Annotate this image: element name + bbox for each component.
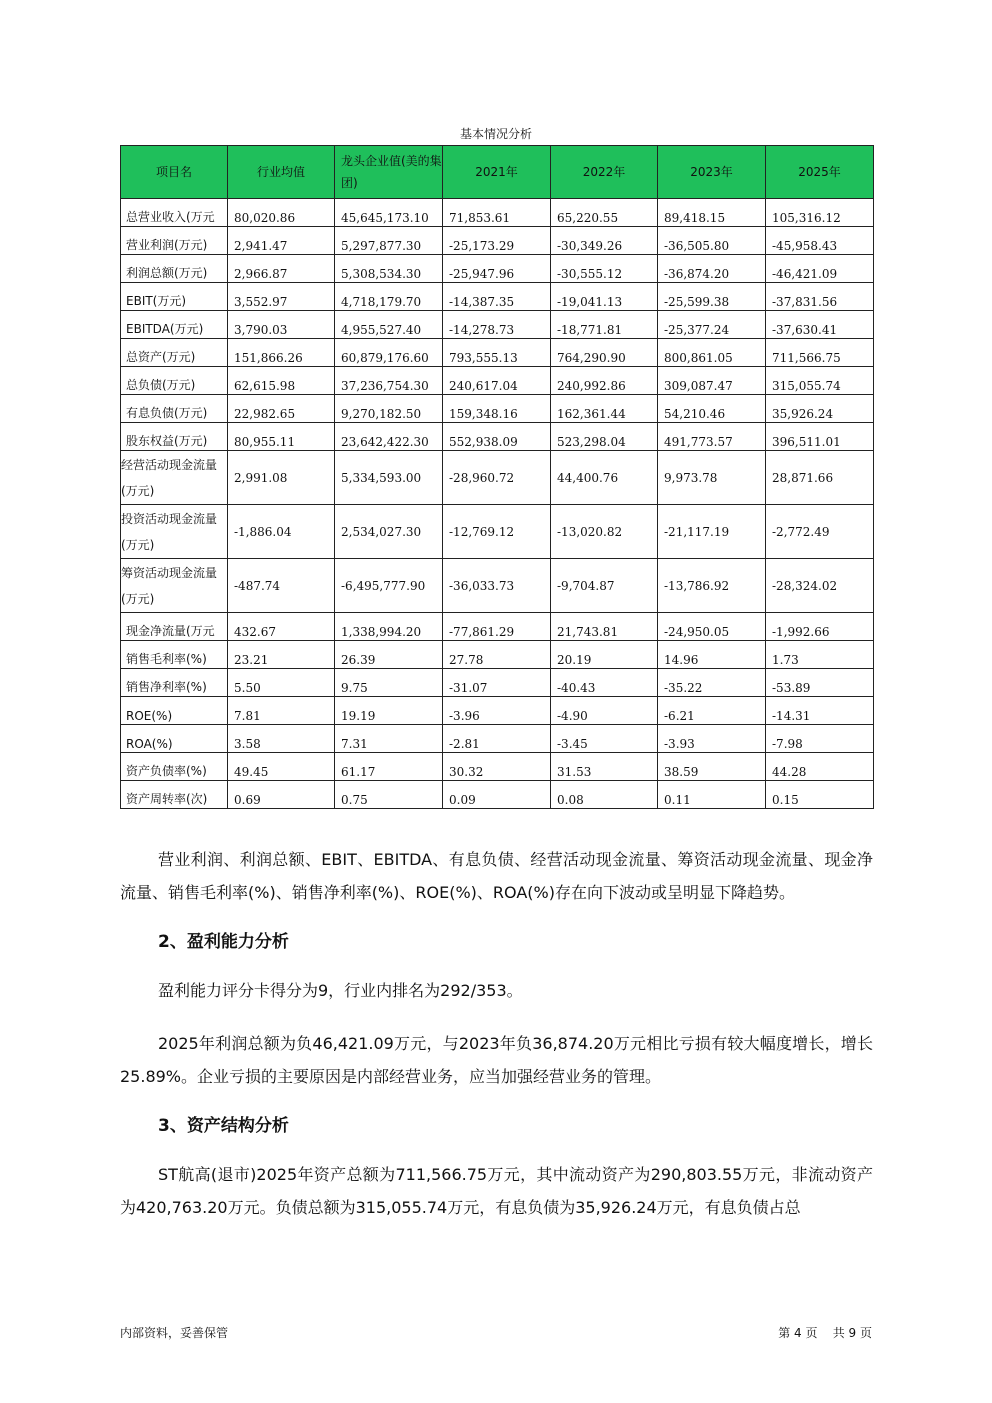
row-label-cell: 筹资活动现金流量(万元) bbox=[121, 559, 228, 613]
row-label-cell: 销售净利率(%) bbox=[121, 669, 228, 697]
table-row bbox=[121, 395, 874, 423]
value-cell: -77,861.29 bbox=[443, 613, 551, 641]
value-cell: -9,704.87 bbox=[551, 559, 658, 613]
value-cell: 44.28 bbox=[766, 753, 874, 781]
row-label-cell: 经营活动现金流量(万元) bbox=[121, 451, 228, 505]
value-cell: 30.32 bbox=[443, 753, 551, 781]
value-cell: -21,117.19 bbox=[658, 505, 766, 559]
header-cell: 2025年 bbox=[766, 146, 874, 199]
table-row bbox=[121, 505, 874, 559]
value-cell: -25,599.38 bbox=[658, 283, 766, 311]
section-heading-profitability: 2、盈利能力分析 bbox=[158, 932, 289, 952]
table-body bbox=[121, 199, 874, 809]
row-label-cell: 利润总额(万元) bbox=[121, 255, 228, 283]
value-cell: -13,786.92 bbox=[658, 559, 766, 613]
value-cell: -37,630.41 bbox=[766, 311, 874, 339]
value-cell: -36,033.73 bbox=[443, 559, 551, 613]
value-cell: 2,941.47 bbox=[228, 227, 335, 255]
value-cell: 7.31 bbox=[335, 725, 443, 753]
header-cell: 2022年 bbox=[551, 146, 658, 199]
value-cell: -30,349.26 bbox=[551, 227, 658, 255]
row-label-cell: EBITDA(万元) bbox=[121, 311, 228, 339]
value-cell: 4,955,527.40 bbox=[335, 311, 443, 339]
value-cell: -6,495,777.90 bbox=[335, 559, 443, 613]
row-label-cell: 总营业收入(万元 bbox=[121, 199, 228, 227]
value-cell: 22,982.65 bbox=[228, 395, 335, 423]
value-cell: -28,324.02 bbox=[766, 559, 874, 613]
table-row bbox=[121, 613, 874, 641]
header-cell: 2021年 bbox=[443, 146, 551, 199]
basic-analysis-table bbox=[120, 145, 874, 809]
value-cell: -3.96 bbox=[443, 697, 551, 725]
value-cell: -14,387.35 bbox=[443, 283, 551, 311]
table-row bbox=[121, 753, 874, 781]
value-cell: -14,278.73 bbox=[443, 311, 551, 339]
value-cell: 793,555.13 bbox=[443, 339, 551, 367]
table-row bbox=[121, 227, 874, 255]
row-label-cell: 资产负债率(%) bbox=[121, 753, 228, 781]
value-cell: 89,418.15 bbox=[658, 199, 766, 227]
value-cell: 0.75 bbox=[335, 781, 443, 809]
value-cell: 5.50 bbox=[228, 669, 335, 697]
value-cell: 28,871.66 bbox=[766, 451, 874, 505]
value-cell: -30,555.12 bbox=[551, 255, 658, 283]
value-cell: 19.19 bbox=[335, 697, 443, 725]
value-cell: 764,290.90 bbox=[551, 339, 658, 367]
value-cell: -13,020.82 bbox=[551, 505, 658, 559]
value-cell: -1,992.66 bbox=[766, 613, 874, 641]
row-label-cell: 营业利润(万元) bbox=[121, 227, 228, 255]
value-cell: -45,958.43 bbox=[766, 227, 874, 255]
value-cell: -12,769.12 bbox=[443, 505, 551, 559]
value-cell: 21,743.81 bbox=[551, 613, 658, 641]
value-cell: 159,348.16 bbox=[443, 395, 551, 423]
value-cell: 0.69 bbox=[228, 781, 335, 809]
value-cell: -31.07 bbox=[443, 669, 551, 697]
value-cell: 9,270,182.50 bbox=[335, 395, 443, 423]
row-label-cell: 总负债(万元) bbox=[121, 367, 228, 395]
value-cell: -14.31 bbox=[766, 697, 874, 725]
table-row bbox=[121, 339, 874, 367]
value-cell: 35,926.24 bbox=[766, 395, 874, 423]
table-row bbox=[121, 697, 874, 725]
value-cell: 7.81 bbox=[228, 697, 335, 725]
value-cell: 240,992.86 bbox=[551, 367, 658, 395]
body-section bbox=[120, 843, 873, 1224]
value-cell: 9.75 bbox=[335, 669, 443, 697]
value-cell: 0.09 bbox=[443, 781, 551, 809]
value-cell: 44,400.76 bbox=[551, 451, 658, 505]
value-cell: -7.98 bbox=[766, 725, 874, 753]
table-row bbox=[121, 283, 874, 311]
value-cell: -46,421.09 bbox=[766, 255, 874, 283]
paragraph-assets: ST航高(退市)2025年资产总额为711,566.75万元，其中流动资产为290,803.55万元，非流动资产为420,763.20万元。负债总额为315,055.74万元，有息负债为35,926.24万元，有息负债占总 bbox=[120, 1165, 873, 1217]
row-label-cell: ROE(%) bbox=[121, 697, 228, 725]
value-cell: -2.81 bbox=[443, 725, 551, 753]
value-cell: 31.53 bbox=[551, 753, 658, 781]
table-row bbox=[121, 725, 874, 753]
value-cell: -37,831.56 bbox=[766, 283, 874, 311]
value-cell: 309,087.47 bbox=[658, 367, 766, 395]
value-cell: 523,298.04 bbox=[551, 423, 658, 451]
table-caption: 基本情况分析 bbox=[459, 127, 532, 141]
row-label-cell: 有息负债(万元) bbox=[121, 395, 228, 423]
value-cell: 491,773.57 bbox=[658, 423, 766, 451]
value-cell: 1,338,994.20 bbox=[335, 613, 443, 641]
table-row bbox=[121, 255, 874, 283]
value-cell: 23,642,422.30 bbox=[335, 423, 443, 451]
value-cell: -25,173.29 bbox=[443, 227, 551, 255]
value-cell: 0.15 bbox=[766, 781, 874, 809]
value-cell: 552,938.09 bbox=[443, 423, 551, 451]
value-cell: 4,718,179.70 bbox=[335, 283, 443, 311]
row-label-cell: 股东权益(万元) bbox=[121, 423, 228, 451]
value-cell: -25,947.96 bbox=[443, 255, 551, 283]
value-cell: 151,866.26 bbox=[228, 339, 335, 367]
value-cell: -4.90 bbox=[551, 697, 658, 725]
value-cell: 61.17 bbox=[335, 753, 443, 781]
row-label-cell: 总资产(万元) bbox=[121, 339, 228, 367]
row-label-cell: 销售毛利率(%) bbox=[121, 641, 228, 669]
value-cell: 432.67 bbox=[228, 613, 335, 641]
value-cell: 5,334,593.00 bbox=[335, 451, 443, 505]
value-cell: 315,055.74 bbox=[766, 367, 874, 395]
paragraph-score: 盈利能力评分卡得分为9，行业内排名为292/353。 bbox=[158, 981, 523, 1000]
value-cell: -19,041.13 bbox=[551, 283, 658, 311]
value-cell: -487.74 bbox=[228, 559, 335, 613]
paragraph-trend: 营业利润、利润总额、EBIT、EBITDA、有息负债、经营活动现金流量、筹资活动现金流量、现金净流量、销售毛利率(%)、销售净利率(%)、ROE(%)、ROA(%)存在向下波动或呈明显下降趋势。 bbox=[120, 850, 873, 902]
header-cell: 项目名 bbox=[121, 146, 228, 199]
row-label-cell: EBIT(万元) bbox=[121, 283, 228, 311]
value-cell: -25,377.24 bbox=[658, 311, 766, 339]
value-cell: 2,534,027.30 bbox=[335, 505, 443, 559]
row-label-cell: 投资活动现金流量(万元) bbox=[121, 505, 228, 559]
section-heading-asset-structure: 3、资产结构分析 bbox=[158, 1116, 289, 1136]
value-cell: 2,991.08 bbox=[228, 451, 335, 505]
value-cell: 800,861.05 bbox=[658, 339, 766, 367]
value-cell: 27.78 bbox=[443, 641, 551, 669]
table-row bbox=[121, 311, 874, 339]
value-cell: 49.45 bbox=[228, 753, 335, 781]
footer-confidential: 内部资料，妥善保管 bbox=[120, 1326, 229, 1340]
value-cell: -40.43 bbox=[551, 669, 658, 697]
value-cell: 3,790.03 bbox=[228, 311, 335, 339]
value-cell: 20.19 bbox=[551, 641, 658, 669]
value-cell: 14.96 bbox=[658, 641, 766, 669]
row-label-cell: ROA(%) bbox=[121, 725, 228, 753]
header-cell: 2023年 bbox=[658, 146, 766, 199]
value-cell: -36,505.80 bbox=[658, 227, 766, 255]
table-row bbox=[121, 781, 874, 809]
value-cell: 5,297,877.30 bbox=[335, 227, 443, 255]
table-row bbox=[121, 669, 874, 697]
value-cell: 62,615.98 bbox=[228, 367, 335, 395]
table-row bbox=[121, 367, 874, 395]
footer-page-number: 第 4 页 共 9 页 bbox=[778, 1326, 872, 1340]
table-row bbox=[121, 559, 874, 613]
value-cell: -3.45 bbox=[551, 725, 658, 753]
value-cell: 3,552.97 bbox=[228, 283, 335, 311]
table-row bbox=[121, 641, 874, 669]
value-cell: -24,950.05 bbox=[658, 613, 766, 641]
value-cell: 80,955.11 bbox=[228, 423, 335, 451]
value-cell: 26.39 bbox=[335, 641, 443, 669]
value-cell: 3.58 bbox=[228, 725, 335, 753]
value-cell: -3.93 bbox=[658, 725, 766, 753]
table-row bbox=[121, 199, 874, 227]
value-cell: 240,617.04 bbox=[443, 367, 551, 395]
paragraph-loss: 2025年利润总额为负46,421.09万元，与2023年负36,874.20万元相比亏损有较大幅度增长，增长25.89%。企业亏损的主要原因是内部经营业务，应当加强经营业务的管理。 bbox=[120, 1034, 873, 1086]
value-cell: -1,886.04 bbox=[228, 505, 335, 559]
value-cell: 396,511.01 bbox=[766, 423, 874, 451]
header-cell: 龙头企业值(美的集团) bbox=[335, 146, 443, 199]
value-cell: -2,772.49 bbox=[766, 505, 874, 559]
value-cell: 0.08 bbox=[551, 781, 658, 809]
table-row bbox=[121, 423, 874, 451]
table-row bbox=[121, 451, 874, 505]
value-cell: 65,220.55 bbox=[551, 199, 658, 227]
value-cell: 105,316.12 bbox=[766, 199, 874, 227]
value-cell: 80,020.86 bbox=[228, 199, 335, 227]
value-cell: 37,236,754.30 bbox=[335, 367, 443, 395]
value-cell: 0.11 bbox=[658, 781, 766, 809]
value-cell: 45,645,173.10 bbox=[335, 199, 443, 227]
value-cell: 54,210.46 bbox=[658, 395, 766, 423]
value-cell: 2,966.87 bbox=[228, 255, 335, 283]
header-cell: 行业均值 bbox=[228, 146, 335, 199]
table-header-row bbox=[121, 146, 874, 199]
value-cell: 60,879,176.60 bbox=[335, 339, 443, 367]
value-cell: 71,853.61 bbox=[443, 199, 551, 227]
value-cell: -6.21 bbox=[658, 697, 766, 725]
value-cell: 711,566.75 bbox=[766, 339, 874, 367]
row-label-cell: 资产周转率(次) bbox=[121, 781, 228, 809]
value-cell: 162,361.44 bbox=[551, 395, 658, 423]
value-cell: -35.22 bbox=[658, 669, 766, 697]
value-cell: 9,973.78 bbox=[658, 451, 766, 505]
value-cell: 38.59 bbox=[658, 753, 766, 781]
value-cell: -36,874.20 bbox=[658, 255, 766, 283]
value-cell: -28,960.72 bbox=[443, 451, 551, 505]
value-cell: 1.73 bbox=[766, 641, 874, 669]
value-cell: 5,308,534.30 bbox=[335, 255, 443, 283]
value-cell: -53.89 bbox=[766, 669, 874, 697]
value-cell: -18,771.81 bbox=[551, 311, 658, 339]
row-label-cell: 现金净流量(万元 bbox=[121, 613, 228, 641]
value-cell: 23.21 bbox=[228, 641, 335, 669]
